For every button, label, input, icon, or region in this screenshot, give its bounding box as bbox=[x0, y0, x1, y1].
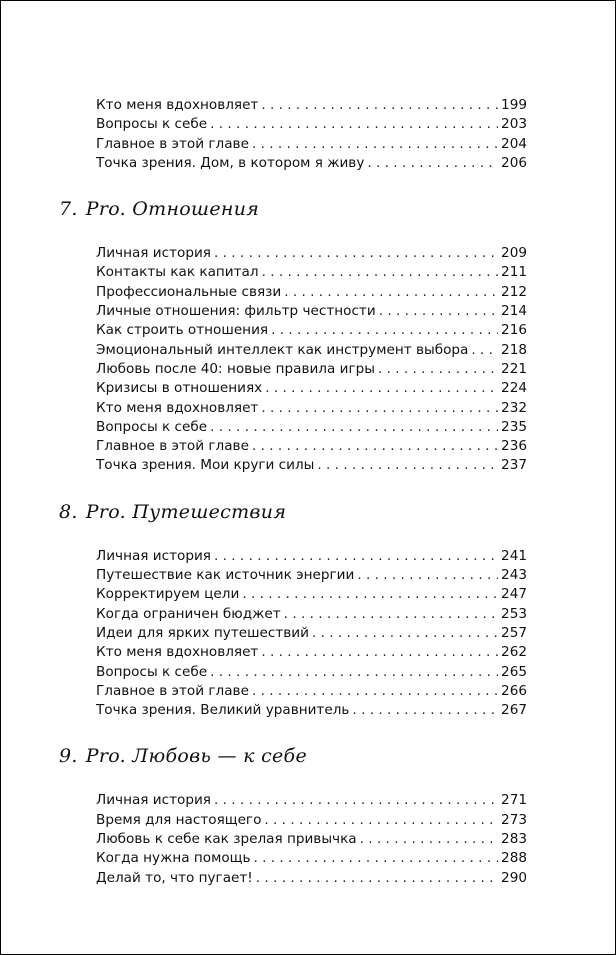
entry-page-number: 237 bbox=[501, 457, 527, 474]
entry-title: Главное в этой главе bbox=[96, 682, 249, 699]
entry-title: Точка зрения. Дом, в котором я живу bbox=[96, 154, 365, 171]
toc-entry bbox=[96, 115, 527, 134]
entry-title: Идеи для ярких путешествий bbox=[96, 624, 309, 641]
toc-entry bbox=[96, 341, 527, 360]
entry-page-number: 218 bbox=[501, 341, 527, 358]
dot-leader bbox=[264, 811, 498, 830]
entry-title: Как строить отношения bbox=[96, 322, 269, 339]
chapter-title: Pro. Путешествия bbox=[85, 500, 287, 523]
toc-entry bbox=[96, 418, 527, 437]
toc-entry bbox=[96, 869, 527, 888]
toc-entry bbox=[96, 456, 527, 475]
entry-page-number: 232 bbox=[501, 399, 527, 416]
chapter-number: 8. bbox=[59, 500, 78, 523]
entry-page-number: 203 bbox=[501, 116, 527, 133]
entry-title: Главное в этой главе bbox=[96, 135, 249, 152]
table-of-contents bbox=[59, 96, 527, 888]
entry-title: Главное в этой главе bbox=[96, 438, 249, 455]
toc-entry bbox=[96, 849, 527, 868]
entry-title: Время для настоящего bbox=[96, 811, 262, 828]
entry-page-number: 266 bbox=[501, 682, 527, 699]
dot-leader bbox=[317, 456, 498, 475]
toc-entry bbox=[96, 302, 527, 321]
entry-title: Любовь к себе как зрелая привычка bbox=[96, 831, 357, 848]
dot-leader bbox=[252, 437, 498, 456]
entry-title: Вопросы к себе bbox=[96, 116, 208, 133]
chapter-title: Pro. Отношения bbox=[85, 198, 260, 221]
entry-page-number: 290 bbox=[501, 869, 527, 886]
toc-entry bbox=[96, 379, 527, 398]
entry-page-number: 283 bbox=[501, 831, 527, 848]
dot-leader bbox=[379, 302, 498, 321]
entry-page-number: 221 bbox=[501, 360, 527, 377]
spacer bbox=[96, 524, 527, 547]
entry-page-number: 247 bbox=[501, 586, 527, 603]
dot-leader bbox=[312, 624, 498, 643]
dot-leader bbox=[261, 399, 498, 418]
dot-leader bbox=[253, 849, 498, 868]
spacer bbox=[96, 720, 527, 744]
toc-entry bbox=[96, 701, 527, 720]
entry-page-number: 236 bbox=[501, 438, 527, 455]
entry-title: Личная история bbox=[96, 792, 211, 809]
dot-leader bbox=[252, 682, 498, 701]
entry-title: Кто меня вдохновляет bbox=[96, 644, 259, 661]
dot-leader bbox=[262, 263, 498, 282]
dot-leader bbox=[256, 869, 498, 888]
toc-entry bbox=[96, 283, 527, 302]
entry-title: Путешествие как источник энергии bbox=[96, 567, 355, 584]
entry-page-number: 257 bbox=[501, 624, 527, 641]
dot-leader bbox=[261, 96, 498, 115]
entry-title: Любовь после 40: новые правила игры bbox=[96, 360, 375, 377]
toc-entry bbox=[96, 585, 527, 604]
dot-leader bbox=[471, 341, 498, 360]
toc-entry bbox=[96, 682, 527, 701]
entry-page-number: 288 bbox=[501, 850, 527, 867]
toc-entry bbox=[96, 624, 527, 643]
toc-entry bbox=[96, 135, 527, 154]
dot-leader bbox=[284, 283, 498, 302]
toc-entry bbox=[96, 96, 527, 115]
entry-title: Когда ограничен бюджет bbox=[96, 605, 281, 622]
entry-page-number: 235 bbox=[501, 418, 527, 435]
spacer bbox=[96, 768, 527, 791]
dot-leader bbox=[265, 379, 498, 398]
chapter-heading bbox=[59, 744, 527, 768]
entry-page-number: 211 bbox=[501, 264, 527, 281]
toc-entry bbox=[96, 263, 527, 282]
entry-title: Точка зрения. Великий уравнитель bbox=[96, 702, 350, 719]
entry-page-number: 267 bbox=[501, 702, 527, 719]
entry-page-number: 204 bbox=[501, 135, 527, 152]
dot-leader bbox=[214, 791, 498, 810]
entry-page-number: 212 bbox=[501, 283, 527, 300]
entry-page-number: 265 bbox=[501, 663, 527, 680]
toc-entry bbox=[96, 399, 527, 418]
entry-title: Когда нужна помощь bbox=[96, 850, 251, 867]
dot-leader bbox=[210, 663, 498, 682]
entry-title: Личная история bbox=[96, 547, 211, 564]
dot-leader bbox=[357, 566, 498, 585]
dot-leader bbox=[242, 585, 498, 604]
entry-page-number: 253 bbox=[501, 605, 527, 622]
entry-page-number: 216 bbox=[501, 322, 527, 339]
entry-title: Личные отношения: фильтр честности bbox=[96, 303, 376, 320]
toc-entry bbox=[96, 547, 527, 566]
entry-page-number: 209 bbox=[501, 245, 527, 262]
dot-leader bbox=[261, 643, 498, 662]
entry-page-number: 206 bbox=[501, 154, 527, 171]
toc-entry bbox=[96, 663, 527, 682]
dot-leader bbox=[210, 115, 498, 134]
toc-entry bbox=[96, 811, 527, 830]
entry-title: Делай то, что пугает! bbox=[96, 869, 253, 886]
toc-entry bbox=[96, 244, 527, 263]
spacer bbox=[96, 476, 527, 500]
entry-page-number: 224 bbox=[501, 380, 527, 397]
entry-title: Кризисы в отношениях bbox=[96, 380, 263, 397]
dot-leader bbox=[210, 418, 498, 437]
entry-title: Кто меня вдохновляет bbox=[96, 399, 259, 416]
entry-page-number: 273 bbox=[501, 811, 527, 828]
dot-leader bbox=[352, 701, 498, 720]
entry-title: Корректируем цели bbox=[96, 586, 240, 603]
entry-title: Вопросы к себе bbox=[96, 418, 208, 435]
toc-entry bbox=[96, 605, 527, 624]
chapter-heading bbox=[59, 500, 527, 524]
entry-page-number: 241 bbox=[501, 547, 527, 564]
entry-title: Кто меня вдохновляет bbox=[96, 97, 259, 113]
toc-entry bbox=[96, 321, 527, 340]
toc-entry bbox=[96, 566, 527, 585]
chapter-heading bbox=[59, 197, 527, 221]
toc-entry bbox=[96, 791, 527, 810]
dot-leader bbox=[367, 154, 498, 173]
toc-entry bbox=[96, 643, 527, 662]
toc-entry bbox=[96, 437, 527, 456]
dot-leader bbox=[378, 360, 498, 379]
entry-page-number: 214 bbox=[501, 303, 527, 320]
spacer bbox=[96, 173, 527, 197]
spacer bbox=[96, 221, 527, 244]
dot-leader bbox=[271, 321, 498, 340]
dot-leader bbox=[252, 135, 498, 154]
entry-page-number: 271 bbox=[501, 792, 527, 809]
toc-entry bbox=[96, 360, 527, 379]
toc-entry bbox=[96, 830, 527, 849]
entry-page-number: 199 bbox=[501, 97, 527, 113]
entry-page-number: 262 bbox=[501, 644, 527, 661]
dot-leader bbox=[214, 244, 498, 263]
chapter-number: 7. bbox=[59, 198, 78, 221]
chapter-title: Pro. Любовь — к себе bbox=[85, 745, 307, 768]
dot-leader bbox=[214, 547, 498, 566]
entry-title: Личная история bbox=[96, 245, 211, 262]
chapter-number: 9. bbox=[59, 745, 78, 768]
entry-title: Вопросы к себе bbox=[96, 663, 208, 680]
toc-entry bbox=[96, 154, 527, 173]
dot-leader bbox=[284, 605, 498, 624]
entry-title: Эмоциональный интеллект как инструмент выбора bbox=[96, 341, 469, 358]
entry-page-number: 243 bbox=[501, 567, 527, 584]
entry-title: Точка зрения. Мои круги силы bbox=[96, 457, 315, 474]
entry-title: Профессиональные связи bbox=[96, 283, 282, 300]
entry-title: Контакты как капитал bbox=[96, 264, 259, 281]
dot-leader bbox=[360, 830, 498, 849]
